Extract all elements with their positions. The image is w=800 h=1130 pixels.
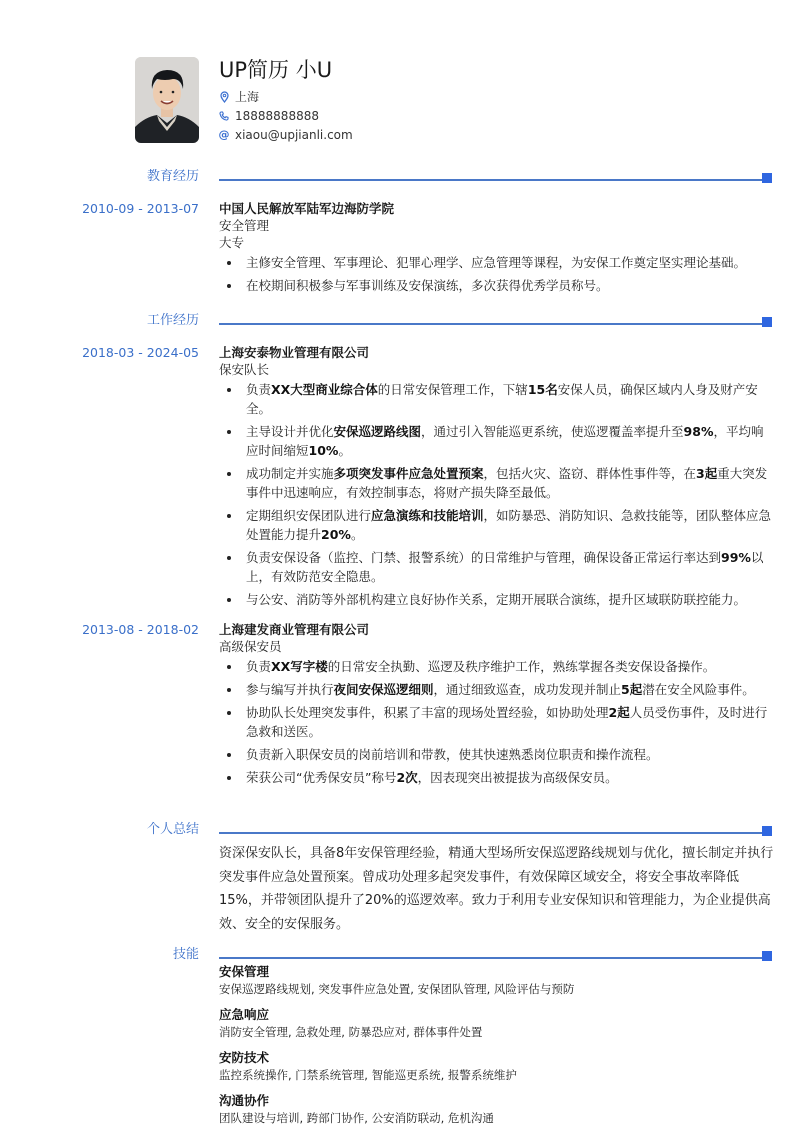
summary-text: 资深保安队长，具备8年安保管理经验，精通大型场所安保巡逻路线规划与优化，擅长制定并执行突发事件应急处置预案。曾成功处理多起突发事件，有效保障区域安全，将安全事故率降低15%，并带领团队提升了20%的巡逻效率。致力于利用专业安保知识和管理能力，为企业提供高效、安全的安保服务。 — [219, 846, 774, 932]
job-title: 保安队长 — [219, 362, 270, 377]
section-header-work — [0, 312, 800, 332]
bullet-item: 负责安保设备（监控、门禁、报警系统）的日常维护与管理，确保设备正常运行率达到99%以上，有效防范安全隐患。 — [219, 548, 774, 586]
section-title: 技能 — [172, 947, 199, 962]
skill-group — [219, 963, 775, 998]
skill-category: 沟通协作 — [219, 1093, 270, 1108]
bullet-list — [219, 657, 774, 787]
phone-icon — [219, 110, 229, 122]
school-name: 中国人民解放军陆军边海防学院 — [219, 201, 395, 216]
bullet-item: 负责XX写字楼的日常安全执勤、巡逻及秩序维护工作，熟练掌握各类安保设备操作。 — [219, 657, 774, 676]
bullet-item: 荣获公司“优秀保安员”称号2次，因表现突出被提拔为高级保安员。 — [219, 768, 774, 787]
email-text[interactable]: xiaou@upjianli.com — [235, 128, 353, 142]
skills-list — [219, 963, 775, 1130]
entry-date: 2010-09 - 2013-07 — [82, 201, 199, 216]
contact-phone — [219, 108, 319, 124]
bullet-list — [219, 253, 774, 295]
skill-items: 安保巡逻路线规划, 突发事件应急处置, 安保团队管理, 风险评估与预防 — [219, 982, 575, 996]
major: 安全管理 — [219, 218, 270, 233]
skill-category: 应急响应 — [219, 1007, 270, 1022]
contact-location — [219, 89, 259, 105]
section-marker — [762, 826, 772, 836]
bullet-item: 与公安、消防等外部机构建立良好协作关系，定期开展联合演练，提升区域联防联控能力。 — [219, 590, 774, 609]
section-marker — [762, 173, 772, 183]
section-divider — [219, 179, 764, 181]
bullet-item: 在校期间积极参与军事训练及安保演练，多次获得优秀学员称号。 — [219, 276, 774, 295]
skill-group — [219, 1049, 775, 1084]
skill-items: 团队建设与培训, 跨部门协作, 公安消防联动, 危机沟通 — [219, 1111, 494, 1125]
skill-category: 安保管理 — [219, 964, 270, 979]
company-name: 上海建发商业管理有限公司 — [219, 622, 370, 637]
section-header-summary — [0, 821, 800, 841]
skill-items: 消防安全管理, 急救处理, 防暴恐应对, 群体事件处置 — [219, 1025, 483, 1039]
bullet-item: 负责XX大型商业综合体的日常安保管理工作，下辖15名安保人员，确保区域内人身及财产安全。 — [219, 380, 774, 418]
bullet-item: 协助队长处理突发事件，积累了丰富的现场处置经验，如协助处理2起人员受伤事件，及时进行急救和送医。 — [219, 703, 774, 741]
phone-text: 18888888888 — [235, 109, 319, 123]
map-pin-icon — [219, 91, 229, 103]
section-divider — [219, 957, 764, 959]
section-header-education — [0, 168, 800, 188]
section-divider — [219, 832, 764, 834]
bullet-item: 成功制定并实施多项突发事件应急处置预案，包括火灾、盗窃、群体性事件等，在3起重大突发事件中迅速响应，有效控制事态，将财产损失降至最低。 — [219, 464, 774, 502]
bullet-list — [219, 380, 774, 609]
section-title: 教育经历 — [146, 169, 199, 184]
section-marker — [762, 951, 772, 961]
location-text: 上海 — [235, 90, 260, 104]
at-icon: @ — [218, 128, 230, 141]
bullet-item: 主修安全管理、军事理论、犯罪心理学、应急管理等课程，为安保工作奠定坚实理论基础。 — [219, 253, 774, 272]
skill-items: 监控系统操作, 门禁系统管理, 智能巡更系统, 报警系统维护 — [219, 1068, 517, 1082]
job-title: 高级保安员 — [219, 639, 282, 654]
section-title: 工作经历 — [146, 313, 199, 328]
bullet-item: 定期组织安保团队进行应急演练和技能培训，如防暴恐、消防知识、急救技能等，团队整体应急处置能力提升20%。 — [219, 506, 774, 544]
skill-group — [219, 1006, 775, 1041]
skill-category: 安防技术 — [219, 1050, 270, 1065]
skill-group — [219, 1092, 775, 1127]
section-title: 个人总结 — [146, 822, 199, 837]
bullet-item: 负责新入职保安员的岗前培训和带教，使其快速熟悉岗位职责和操作流程。 — [219, 745, 774, 764]
company-name: 上海安泰物业管理有限公司 — [219, 345, 370, 360]
degree: 大专 — [219, 235, 245, 250]
bullet-item: 参与编写并执行夜间安保巡逻细则，通过细致巡查，成功发现并制止5起潜在安全风险事件。 — [219, 680, 774, 699]
entry-date: 2018-03 - 2024-05 — [82, 345, 199, 360]
bullet-item: 主导设计并优化安保巡逻路线图，通过引入智能巡更系统，使巡逻覆盖率提升至98%，平均响应时间缩短10%。 — [219, 422, 774, 460]
section-marker — [762, 317, 772, 327]
entry-date: 2013-08 - 2018-02 — [82, 622, 199, 637]
section-divider — [219, 323, 764, 325]
candidate-name: UP简历 小U — [219, 58, 333, 82]
avatar — [135, 57, 199, 143]
contact-email — [219, 127, 353, 143]
resume-header — [135, 57, 735, 147]
